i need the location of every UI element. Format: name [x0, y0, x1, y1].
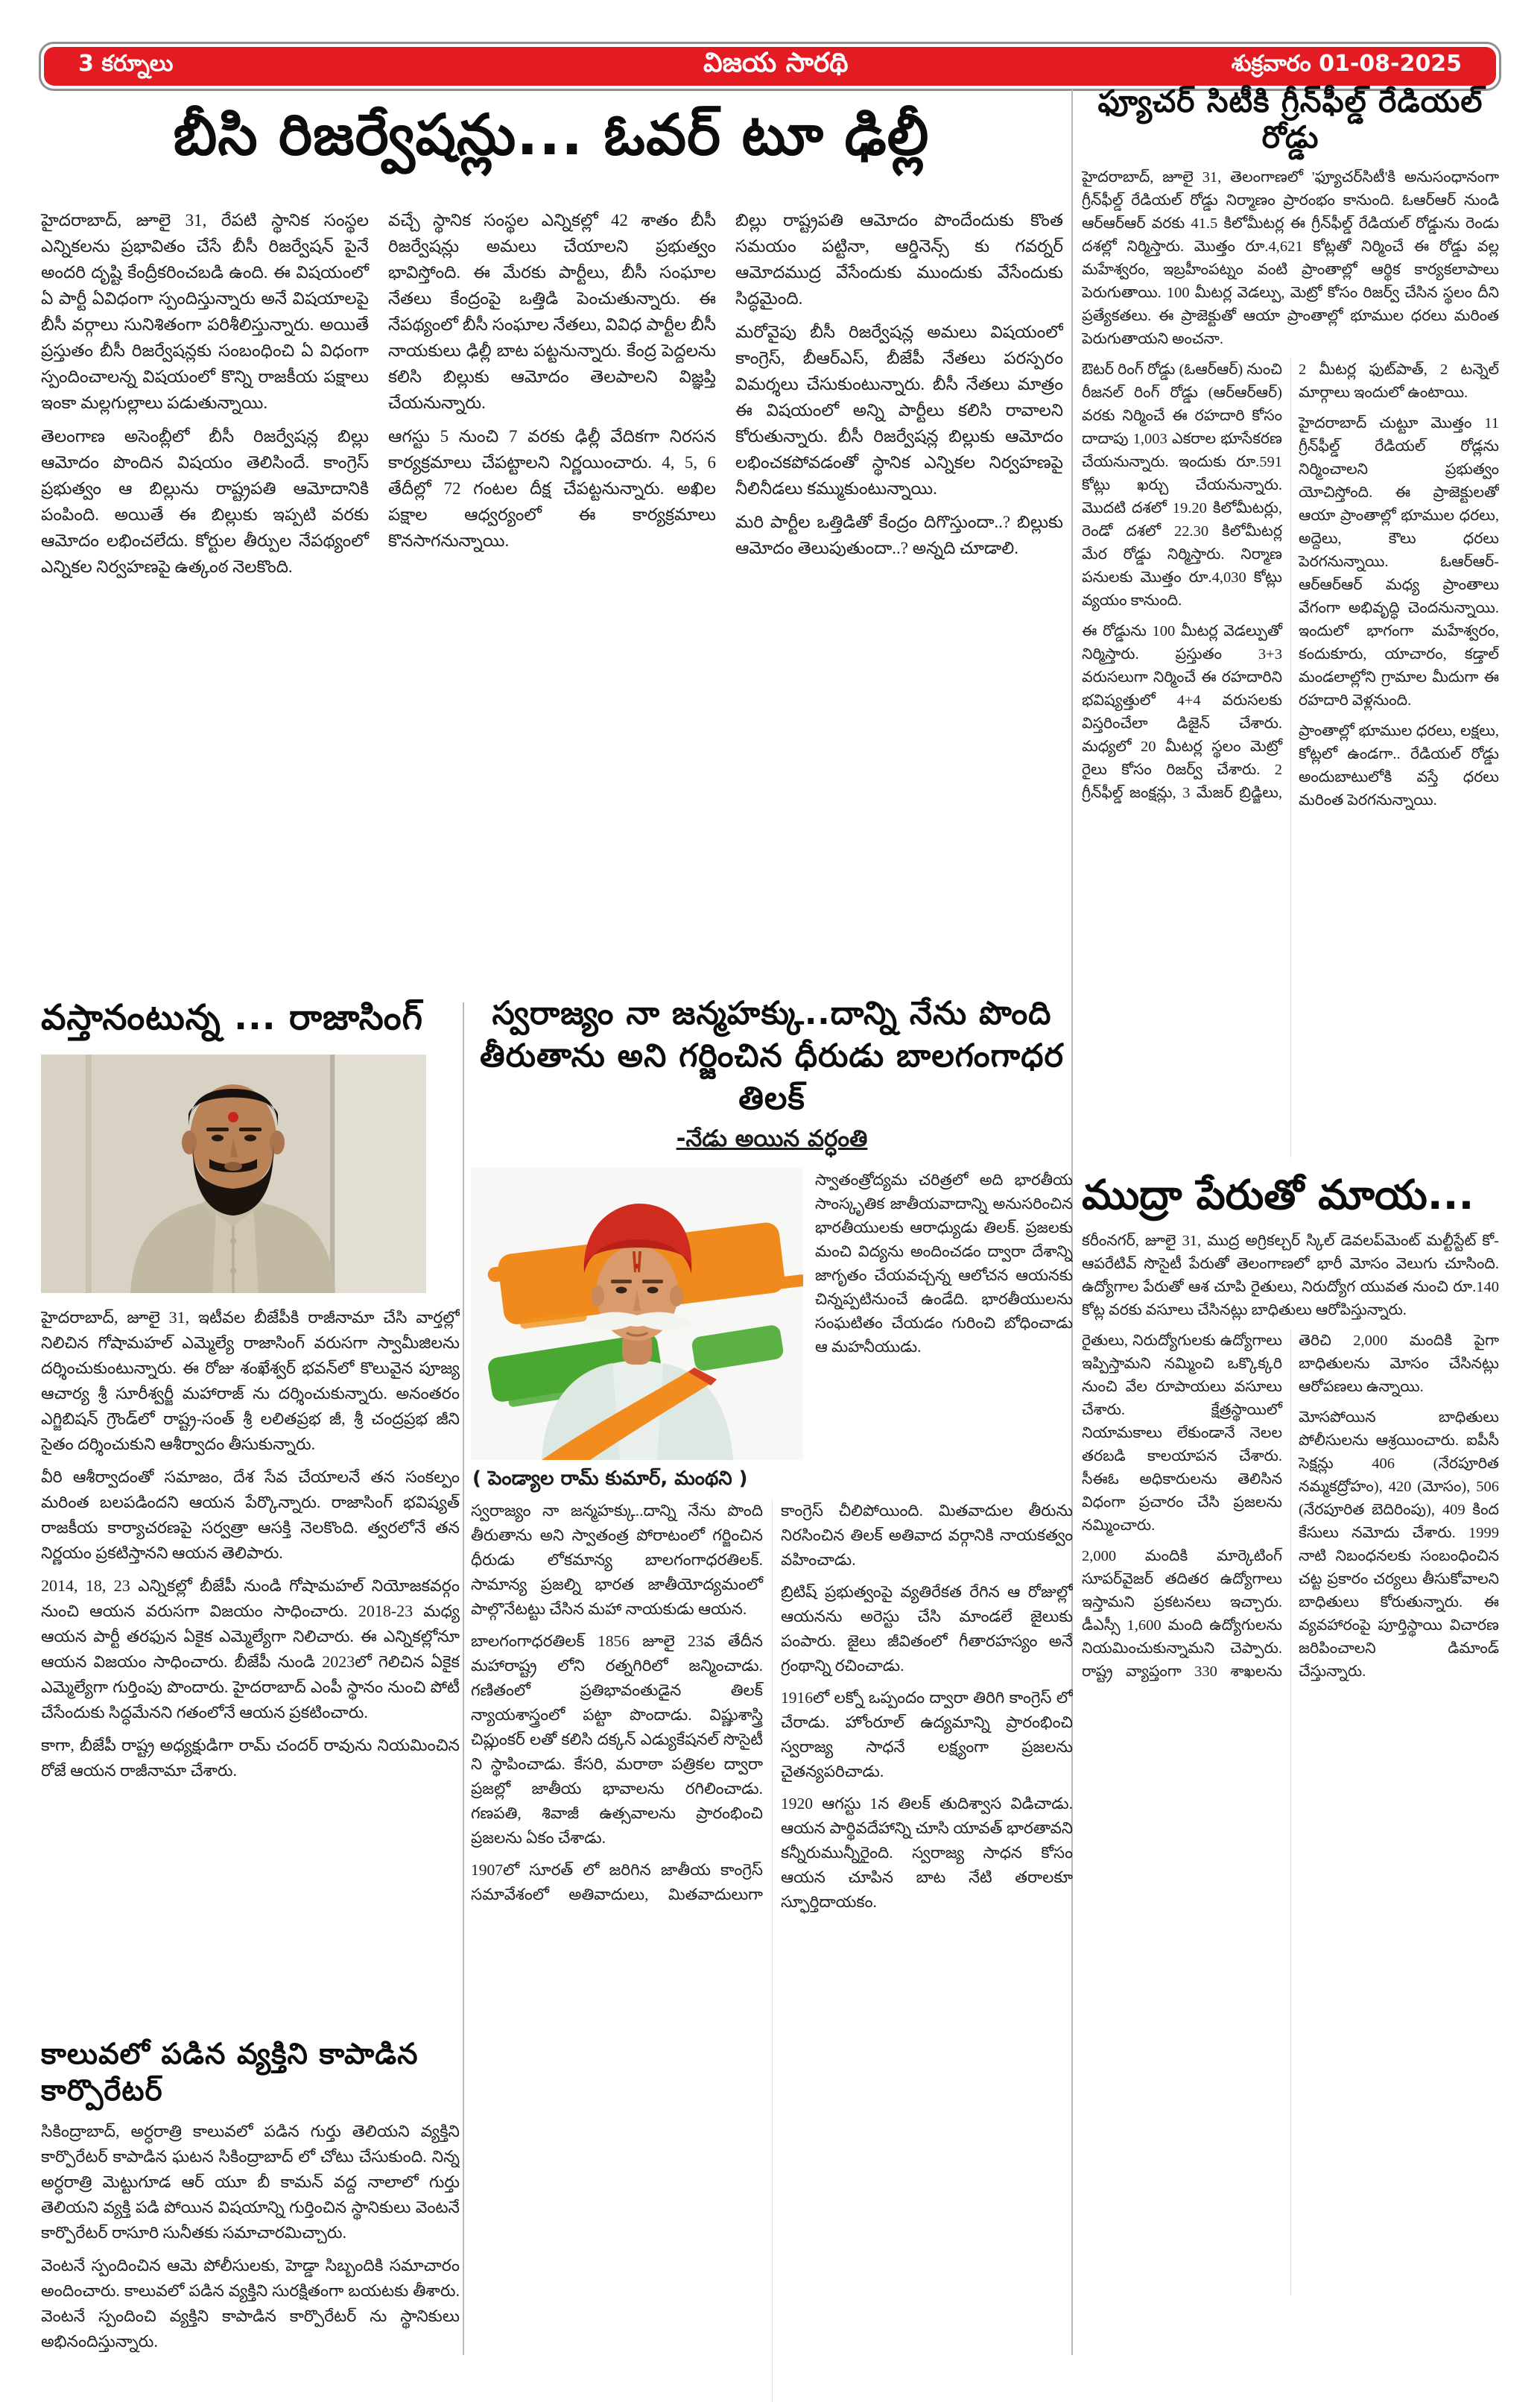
rajasingh-article [41, 997, 460, 2372]
tilak-illustration [471, 1168, 803, 1460]
tilak-headline-line1: స్వరాజ్యం నా జన్మహక్కు..దాన్ని నేను పొంది [492, 995, 1052, 1032]
lead-paragraph: మరోవైపు బీసీ రిజర్వేషన్ల అమలు విషయంలో కాంగ్రెస్, బీఆర్ఎస్, బీజేపీ నేతలు పరస్పరం విమర్శలు చేసుకుంటున్నారు. బీసీ నేతలు మాత్రం ఈ విషయంలో అన్ని పార్టీలు కలిసి రావాలని కోరుతున్నారు. బీసీ రిజర్వేషన్ల బిల్లుకు ఆమోదం లభించకపోవడంతో స్థానిక ఎన్నికల నిర్వహణపై నీలినీడలు కమ్ముకుంటున్నాయి. [735, 323, 1063, 498]
right-section [1082, 83, 1499, 2295]
corporator-paragraph: వెంటనే స్పందించిన ఆమె పోలీసులకు, హెడ్డా సిబ్బందికి సమాచారం అందించారు. కాలువలో పడిన వ్యక్తిని సురక్షితంగా బయటకు తీశారు. వెంటనే స్పందించి వ్యక్తిని కాపాడిన కార్పొరేటర్ ను స్థానికులు అభినందిస్తున్నారు. [41, 2255, 460, 2351]
mudra-intro: కరీంనగర్, జూలై 31, ముద్ర అగ్రికల్చర్ స్కిల్ డెవలప్‌మెంట్ మల్టీస్టేట్ కో-ఆపరేటివ్ సొసైటీ పేరుతో తెలంగాణలో భారీ మోసం వెలుగు చూసింది. ఉద్యోగాల పేరుతో ఆశ చూపి రైతులు, నిరుద్యోగ యువత నుంచి రూ.140 కోట్ల వరకు వసూలు చేసినట్లు బాధితులు ఆరోపిస్తున్నారు. [1082, 1232, 1499, 1318]
newspaper-masthead: విజయ సారథి [703, 48, 849, 78]
mudra-paragraph: 2,000 మందికి మార్కెటింగ్ సూపర్‌వైజర్ తదితర ఉద్యోగాలు ఇస్తామని ప్రకటనలు ఇచ్చారు. డీఎస్సీ 1,600 మంది ఉద్యోగులను నియమించుకున్నామని చెప్పారు. రాష్ట్ర వ్యాప్తంగా 330 శాఖలను తెరిచి 2,000 మందికి పైగా బాధితులను మోసం చేసినట్లు ఆరోపణలు ఉన్నాయి. [1082, 1332, 1499, 1680]
lead-paragraph: వచ్చే స్థానిక సంస్థల ఎన్నికల్లో 42 శాతం బీసీ రిజర్వేషన్లు అమలు చేయాలని ప్రభుత్వం భావిస్తోంది. ఈ మేరకు పార్టీలు, బీసీ సంఘాల నేతలు కేంద్రంపై ఒత్తిడి పెంచుతున్నారు. ఈ నేపథ్యంలో బీసీ సంఘాల నేతలు, వివిధ పార్టీల బీసీ నాయకులు ఢిల్లీ బాట పట్టనున్నారు. కేంద్ర పెద్దలను కలిసి బిల్లుకు ఆమోదం తెలపాలని విజ్ఞప్తి చేయనున్నారు. [388, 211, 716, 412]
tilak-headline-line2: తీరుతాను అని గర్జించిన ధీరుడు బాలగంగాధర తిలక్ [479, 1037, 1065, 1117]
radial-road-headline: ఫ్యూచర్ సిటీకి గ్రీన్‌ఫీల్డ్ రేడియల్ రోడ్డు [1097, 83, 1483, 156]
date-label: శుక్రవారం 01-08-2025 [1231, 51, 1462, 77]
rajasingh-headline: వస్తానంటున్న ... రాజాసింగ్ [41, 997, 423, 1038]
lead-paragraph: తెలంగాణ అసెంబ్లీలో బీసీ రిజర్వేషన్ల బిల్లు ఆమోదం పొందిన విషయం తెలిసిందే. కాంగ్రెస్ ప్రభుత్వం ఆ బిల్లును రాష్ట్రపతి ఆమోదానికి పంపింది. అయితే ఈ బిల్లుకు ఇప్పటి వరకు ఆమోదం లభించలేదు. కోర్టుల తీర్పుల నేపథ్యంలో ఎన్నికల నిర్వహణపై ఉత్కంఠ నెలకొంది. [41, 427, 369, 576]
rajasingh-article-body [41, 1305, 460, 2026]
tilak-paragraph: 1916లో లక్నో ఒప్పందం ద్వారా తిరిగి కాంగ్రెస్ లో చేరాడు. హోంరూల్ ఉద్యమాన్ని ప్రారంభించి స్వరాజ్య సాధనే లక్ష్యంగా ప్రజలను చైతన్యపరిచాడు. [781, 1689, 1073, 1781]
lead-article-body [41, 207, 1063, 991]
edition-label: 3 కర్నూలు [78, 51, 174, 77]
rajasingh-paragraph: 2014, 18, 23 ఎన్నికల్లో బీజేపీ నుండి గోషామహల్ నియోజకవర్గం నుంచి ఆయన వరుసగా విజయం సాధించారు. 2018-23 మధ్య ఆయన పార్టీ తరఫున ఏకైక ఎమ్మెల్యేగా నిలిచారు. ఈ ఎన్నికల్లోనూ ఆయన విజయం సాధించారు. బీజేపీ నుండి 2023లో గెలిచిన ఏకైక ఎమ్మెల్యేగా గుర్తింపు పొందారు. హైదరాబాద్ ఎంపీ స్థానం నుంచి పోటీ చేసేందుకు సిద్ధమేనని గతంలోనే ఆయన ప్రకటించారు. [41, 1576, 460, 1722]
mudra-paragraph: రైతులు, నిరుద్యోగులకు ఉద్యోగాలు ఇప్పిస్తామని నమ్మించి ఒక్కొక్కరి నుంచి వేల రూపాయలు వసూలు చేశారు. క్షేత్రస్థాయిలో నియామకాలు లేకుండానే నెలల తరబడి కాలయాపన చేశారు. సీఈఓ అధికారులను తెలిసిన విధంగా ప్రచారం చేసి ప్రజలను నమ్మించారు. [1082, 1332, 1282, 1534]
rajasingh-photo [41, 1055, 426, 1293]
tilak-paragraph: స్వరాజ్యం నా జన్మహక్కు..దాన్ని నేను పొంది తీరుతాను అని స్వాతంత్ర పోరాటంలో గర్జించిన ధీరుడు లోకమాన్య బాలగంగాధరతిలక్. సామాన్య ప్రజల్ని భారత జాతీయోద్యమంలో పాల్గొనేటట్టు చేసిన మహా నాయకుడు ఆయన. [471, 1502, 763, 1619]
rajasingh-photo-image [41, 1055, 426, 1293]
corporator-paragraph: సికింద్రాబాద్, అర్ధరాత్రి కాలువలో పడిన గుర్తు తెలియని వ్యక్తిని కార్పొరేటర్ కాపాడిన ఘటన సికింద్రాబాద్ లో చోటు చేసుకుంది. నిన్న అర్ధరాత్రి మెట్టుగూడ ఆర్ యూ బీ కామన్ వద్ద నాలాలో గుర్తు తెలియని వ్యక్తి పడి పోయిన విషయాన్ని గుర్తించిన స్థానికులు వెంటనే కార్పొరేటర్ రాసూరి సునీతకు సమాచారమిచ్చారు. [41, 2121, 460, 2242]
tilak-article [471, 993, 1073, 2402]
lead-paragraph: మరి పార్టీల ఒత్తిడితో కేంద్రం దిగొస్తుందా..? బిల్లుకు ఆమోదం తెలుపుతుందా..? అన్నది చూడాలి. [735, 513, 1063, 557]
rajasingh-paragraph: హైదరాబాద్, జూలై 31, ఇటీవల బీజేపీకి రాజీనామా చేసి వార్తల్లో నిలిచిన గోషామహల్ ఎమ్మెల్యే రాజాసింగ్ వరుసగా స్వామీజిలను దర్శించుకుంటున్నారు. ఈ రోజు శంఖేశ్వర్ భవన్‌లో కొలువైన పూజ్య ఆచార్య శ్రీ సూరీశ్వర్జీ మహారాజ్ ను దర్శించుకున్నారు. అనంతరం ఎగ్జిబిషన్ గ్రౌండ్‌లో రాష్ట్ర-సంత్ శ్రీ లలితప్రభ జీ, శ్రీ చంద్రప్రభ జీని సైతం దర్శించుకుని ఆశీర్వాదం తీసుకున్నారు. [41, 1308, 460, 1454]
tilak-illustration-image [471, 1168, 803, 1460]
lead-headline: బీసి రిజర్వేషన్లు... ఓవర్ టూ ఢిల్లీ [173, 101, 930, 168]
mudra-headline: ముద్రా పేరుతో మాయ... [1082, 1170, 1474, 1219]
tilak-byline: -నేడు అయిన వర్ధంతి [676, 1125, 868, 1153]
tilak-paragraph: 1920 ఆగస్టు 1న తిలక్ తుదిశ్వాస విడిచాడు. ఆయన పార్థివదేహాన్ని చూసి యావత్ భారతావని కన్నీరుమున్నీరైంది. స్వరాజ్య సాధన కోసం ఆయన చూపిన బాట నేటి తరాలకూ స్ఫూర్తిదాయకం. [781, 1795, 1073, 1912]
rajasingh-paragraph: వీరి ఆశీర్వాదంతో సమాజం, దేశ సేవ చేయాలనే తన సంకల్పం మరింత బలపడిందని ఆయన పేర్కొన్నారు. రాజాసింగ్ భవిష్యత్ రాజకీయ కార్యాచరణపై సర్వత్రా ఆసక్తి నెలకొంది. త్వరలోనే తన నిర్ణయం ప్రకటిస్తానని ఆయన తెలిపారు. [41, 1467, 460, 1563]
masthead-bar [44, 47, 1496, 86]
radial-road-intro: హైదరాబాద్, జూలై 31, తెలంగాణలో 'ఫ్యూచర్‌సిటీ'కి అనుసంధానంగా గ్రీన్‌ఫీల్డ్ రేడియల్ రోడ్డు నిర్మాణం ప్రారంభం కానుంది. ఓఆర్ఆర్ నుండి ఆర్ఆర్ఆర్ వరకు 41.5 కిలోమీటర్ల ఈ గ్రీన్‌ఫీల్డ్ రేడియల్ రోడ్డును రెండు దశల్లో నిర్మిస్తారు. మొత్తం రూ.4,621 కోట్లతో నిర్మించే ఈ రోడ్డు వల్ల మహేశ్వరం, ఇబ్రహీంపట్నం వంటి ప్రాంతాల్లో ఆర్థిక కార్యకలాపాలు పెరుగుతాయి. 100 మీటర్ల వెడల్పు, మెట్రో కోసం రిజర్వ్ చేసిన స్థలం దీని ప్రత్యేకతలు. ఈ ప్రాజెక్టుతో ఆయా ప్రాంతాల్లో భూముల ధరలు మరింత పెరుగుతాయని అంచనా. [1082, 168, 1499, 347]
tilak-author-credit: ( పెండ్యాల రామ్ కుమార్, మంథని ) [472, 1467, 748, 1491]
tilak-paragraph: 1907లో సూరత్ లో జరిగిన జాతీయ కాంగ్రెస్ సమావేశంలో అతివాదులు, మితవాదులుగా కాంగ్రెస్ చీలిపోయింది. మితవాదుల తీరును నిరసించిన తిలక్ అతివాద వర్గానికి నాయకత్వం వహించాడు. [471, 1502, 1073, 1904]
radial-road-article-body [1082, 166, 1499, 1157]
rajasingh-paragraph: కాగా, బీజేపీ రాష్ట్ర అధ్యక్షుడిగా రామ్ చందర్ రావును నియమించిన రోజే ఆయన రాజీనామా చేశారు. [41, 1736, 460, 1780]
lead-paragraph: ఆగస్టు 5 నుంచి 7 వరకు ఢిల్లీ వేదికగా నిరసన కార్యక్రమాలు చేపట్టాలని నిర్ణయించారు. 4, 5, 6 తేదీల్లో 72 గంటల దీక్ష చేపట్టనున్నారు. అఖిల పక్షాల ఆధ్వర్యంలో ఈ కార్యక్రమాలు కొనసాగనున్నాయి. [388, 427, 716, 550]
tilak-media-row [471, 1168, 1073, 1460]
lead-paragraph: హైదరాబాద్, జూలై 31, రేపటి స్థానిక సంస్థల ఎన్నికలను ప్రభావితం చేసే బీసీ రిజర్వేషన్ పైనే అందరి దృష్టి కేంద్రీకరించబడి ఉంది. ఈ విషయంలో ఏ పార్టీ ఏవిధంగా స్పందిస్తున్నారు అనే విషయాలపై బీసీ వర్గాలు సునిశితంగా పరిశీలిస్తున్నారు. అయితే ప్రస్తుతం బీసీ రిజర్వేషన్లకు సంబంధించి ఏ విధంగా స్పందించాలన్న విషయంలో కొన్ని రాజకీయ పక్షాలు ఇంకా మల్లగుల్లాలు పడుతున్నాయి. [41, 211, 369, 412]
lead-paragraph: బిల్లు రాష్ట్రపతి ఆమోదం పొందేందుకు కొంత సమయం పట్టినా, ఆర్డినెన్స్ కు గవర్నర్ ఆమోదముద్ర వేసేందుకు ముందుకు వేసేందుకు సిద్ధమైంది. [735, 211, 1063, 308]
radial-road-paragraph: ప్రాంతాల్లో భూముల ధరలు, లక్షలు, కోట్లలో ఉండగా.. రేడియల్ రోడ్డు అందుబాటులోకి వస్తే ధరలు మరింత పెరగనున్నాయి. [1299, 722, 1499, 809]
tilak-paragraph: బ్రిటిష్ ప్రభుత్వంపై వ్యతిరేకత రేగిన ఆ రోజుల్లో ఆయనను అరెస్టు చేసి మాండలే జైలుకు పంపారు. జైలు జీవితంలో గీతారహస్యం అనే గ్రంథాన్ని రచించాడు. [781, 1583, 1073, 1675]
radial-road-paragraph: హైదరాబాద్ చుట్టూ మొత్తం 11 గ్రీన్‌ఫీల్డ్ రేడియల్ రోడ్లను నిర్మించాలని ప్రభుత్వం యోచిస్తోంది. ఈ ప్రాజెక్టులతో ఆయా ప్రాంతాల్లో భూముల ధరలు, అద్దెలు, కౌలు ధరలు పెరగనున్నాయి. ఓఆర్ఆర్-ఆర్ఆర్ఆర్ మధ్య ప్రాంతాలు వేగంగా అభివృద్ధి చెందనున్నాయి. ఇందులో భాగంగా మహేశ్వరం, కందుకూరు, యాచారం, కడ్తాల్ మండలాల్లోని గ్రామాల మీదుగా ఈ రహదారి వెళ్లనుంది. [1299, 414, 1499, 709]
radial-road-paragraph: ఔటర్ రింగ్ రోడ్డు (ఓఆర్ఆర్) నుంచి రీజనల్ రింగ్ రోడ్డు (ఆర్ఆర్ఆర్) వరకు నిర్మించే ఈ రహదారి కోసం దాదాపు 1,003 ఎకరాల భూసేకరణ చేయనున్నారు. ఇందుకు రూ.591 కోట్లు ఖర్చు చేయనున్నారు. మొదటి దశలో 19.20 కిలోమీటర్లు, రెండో దశలో 22.30 కిలోమీటర్ల మేర రోడ్డు నిర్మిస్తారు. నిర్మాణ పనులకు మొత్తం రూ.4,030 కోట్లు వ్యయం కానుంది. [1082, 361, 1282, 609]
tilak-article-body [471, 1499, 1073, 2402]
tilak-headline [471, 993, 1073, 1119]
corporator-article-body [41, 2119, 460, 2372]
mudra-article-body [1082, 1230, 1499, 2295]
radial-road-paragraph: ఈ రోడ్డును 100 మీటర్ల వెడల్పుతో నిర్మిస్తారు. ప్రస్తుతం 3+3 వరుసలుగా నిర్మించే ఈ రహదారిని భవిష్యత్తులో 4+4 వరుసలకు విస్తరించేలా డిజైన్ చేశారు. మధ్యలో 20 మీటర్ల స్థలం మెట్రో రైలు కోసం రిజర్వ్ చేశారు. 2 గ్రీన్‌ఫీల్డ్ జంక్షన్లు, 3 మేజర్ బ్రిడ్జిలు, 2 మీటర్ల ఫుట్‌పాత్, 2 టన్నెల్ మార్గాలు ఇందులో ఉంటాయి. [1082, 361, 1499, 801]
tilak-side-column [815, 1168, 1073, 1460]
mudra-paragraph: మోసపోయిన బాధితులు పోలీసులను ఆశ్రయించారు. ఐపీసీ సెక్షన్లు 406 (నేరపూరిత నమ్మకద్రోహం), 420 (మోసం), 506 (నేరపూరిత బెదిరింపు), 409 కింద కేసులు నమోదు చేశారు. 1999 నాటి నిబంధనలకు సంబంధించిన చట్ట ప్రకారం చర్యలు తీసుకోవాలని బాధితులు కోరుతున్నారు. ఈ వ్యవహారంపై పూర్తిస్థాయి విచారణ జరిపించాలని డిమాండ్ చేస్తున్నారు. [1299, 1409, 1499, 1680]
tilak-side-paragraph: స్వాతంత్రోద్యమ చరిత్రలో అది భారతీయ సాంస్కృతిక జాతీయవాదాన్ని అనుసరించిన భారతీయులకు ఆరాధ్యుడు తిలక్. ప్రజలకు మంచి విద్యను అందించడం ద్వారా దేశాన్ని జాగృతం చేయవచ్చన్న ఆలోచన ఆయనకు చిన్నప్పటినుంచే ఉండేది. భారతీయులను సంఘటితం చేయడం గురించి బోధించాడు ఆ మహనీయుడు. [815, 1171, 1073, 1356]
corporator-headline: కాలువలో పడిన వ్యక్తిని కాపాడిన కార్పొరేటర్ [41, 2038, 419, 2108]
tilak-paragraph: బాలగంగాధరతిలక్ 1856 జూలై 23వ తేదీన మహారాష్ట్ర లోని రత్నగిరిలో జన్మించాడు. గణితంలో ప్రతిభావంతుడైన తిలక్ న్యాయశాస్త్రంలో పట్టా పొందాడు. విష్ణుశాస్త్రి చిప్లుంకర్ లతో కలిసి దక్కన్ ఎడ్యుకేషనల్ సొసైటీ ని స్థాపించాడు. కేసరి, మరాఠా పత్రికల ద్వారా ప్రజల్లో జాతీయ భావాలను రగిలించాడు. గణపతి, శివాజీ ఉత్సవాలను ప్రారంభించి ప్రజలను ఏకం చేశాడు. [471, 1632, 763, 1848]
divider-center-section [463, 1002, 464, 2355]
